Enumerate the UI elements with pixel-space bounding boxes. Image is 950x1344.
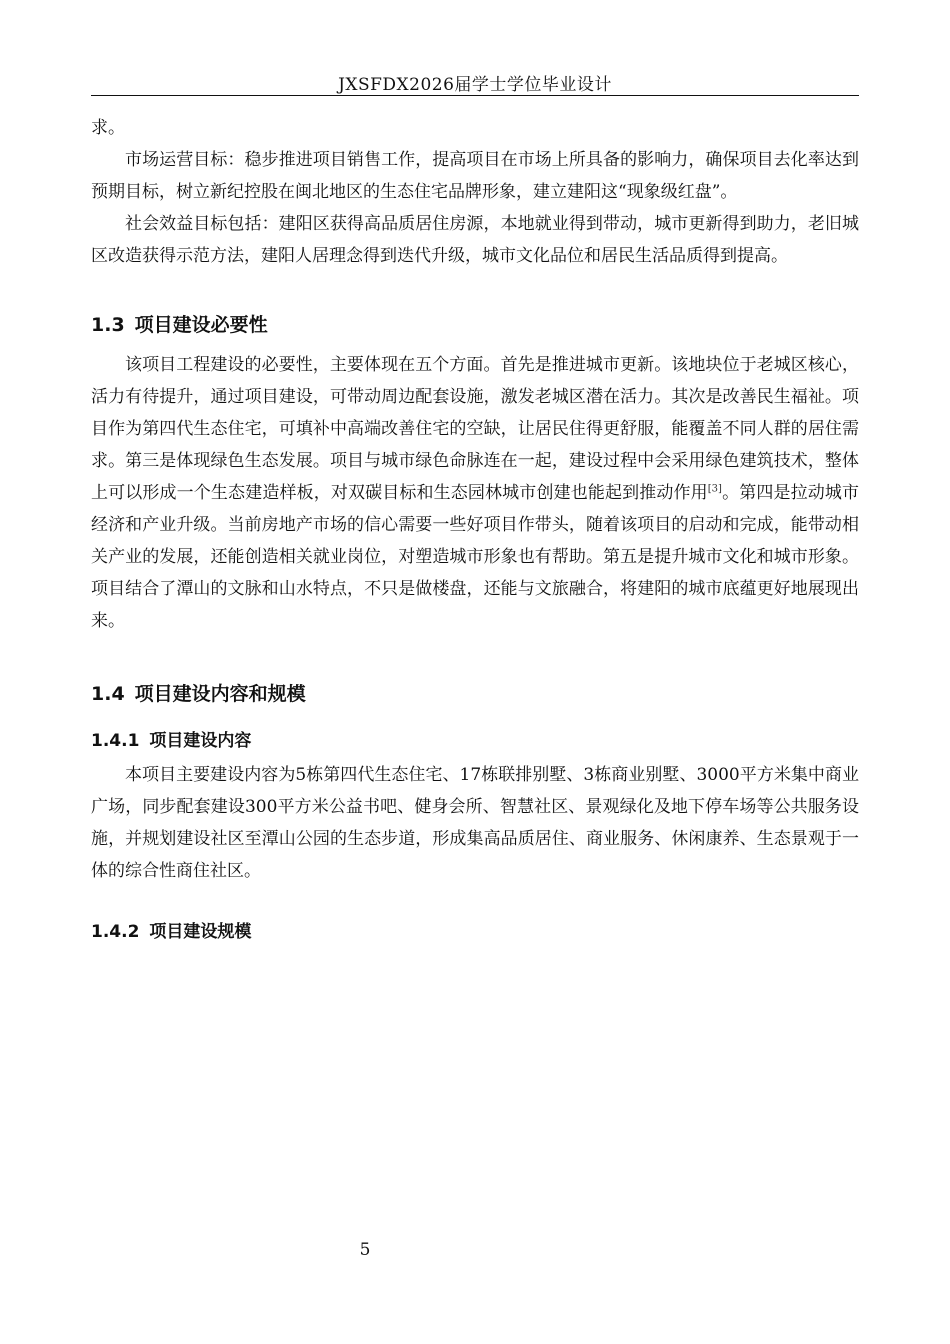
paragraph-text: 该项目工程建设的必要性，主要体现在五个方面。首先是推进城市更新。该地块位于老城区核心，活力有待提升，通过项目建设，可带动周边配套设施，激发老城区潜在活力。其次是改善民生福祉。项目作为第四代生态住宅，可填补中高端改善住宅的空缺，让居民住得更舒服，能覆盖不同人群的居住需求。第三是体现绿色生态发展。项目与城市绿色命脉连在一起，建设过程中会采用绿色建筑技术，整体上可以形成一个生态建造样板，对双碳目标和生态园林城市创建也能起到推动作用 [91,355,859,503]
body-paragraph [91,349,859,637]
subsection-heading [91,917,859,942]
section-heading [91,679,859,706]
subsection-number: 1.4.2 [91,922,140,942]
subsection-heading [91,726,859,751]
paragraph-text: 。第四是拉动城市经济和产业升级。当前房地产市场的信心需要一些好项目作带头，随着该项目的启动和完成，能带动相关产业的发展，还能创造相关就业岗位，对塑造城市形象也有帮助。第五是提升城市文化和城市形象。项目结合了潭山的文脉和山水特点，不只是做楼盘，还能与文旅融合，将建阳的城市底蕴更好地展现出来。 [91,483,860,631]
running-header: JXSFDX2026届学士学位毕业设计 [338,75,612,95]
citation-mark: [3] [707,483,722,495]
body-paragraph: 社会效益目标包括：建阳区获得高品质居住房源，本地就业得到带动，城市更新得到助力，老旧城区改造获得示范方法，建阳人居理念得到迭代升级，城市文化品位和居民生活品质得到提高。 [91,214,859,266]
subsection-title: 项目建设规模 [149,922,252,942]
page-body [91,112,859,942]
subsection-number: 1.4.1 [91,731,140,751]
body-paragraph: 求。 [91,118,125,138]
section-number: 1.4 [91,683,125,705]
page-number: 5 [359,1240,371,1260]
subsection-title: 项目建设内容 [149,731,252,751]
section-heading [91,310,859,337]
section-title: 项目建设内容和规模 [134,683,306,705]
section-title: 项目建设必要性 [134,314,268,336]
body-paragraph: 本项目主要建设内容为5栋第四代生态住宅、17栋联排别墅、3栋商业别墅、3000平方米集中商业广场，同步配套建设300平方米公益书吧、健身会所、智慧社区、景观绿化及地下停车场等公共服务设施，并规划建设社区至潭山公园的生态步道，形成集高品质居住、商业服务、休闲康养、生态景观于一体的综合性商住社区。 [91,765,859,881]
header-rule [91,95,859,96]
body-paragraph: 市场运营目标：稳步推进项目销售工作，提高项目在市场上所具备的影响力，确保项目去化率达到预期目标，树立新纪控股在闽北地区的生态住宅品牌形象，建立建阳这“现象级红盘”。 [91,150,859,202]
section-number: 1.3 [91,314,125,336]
